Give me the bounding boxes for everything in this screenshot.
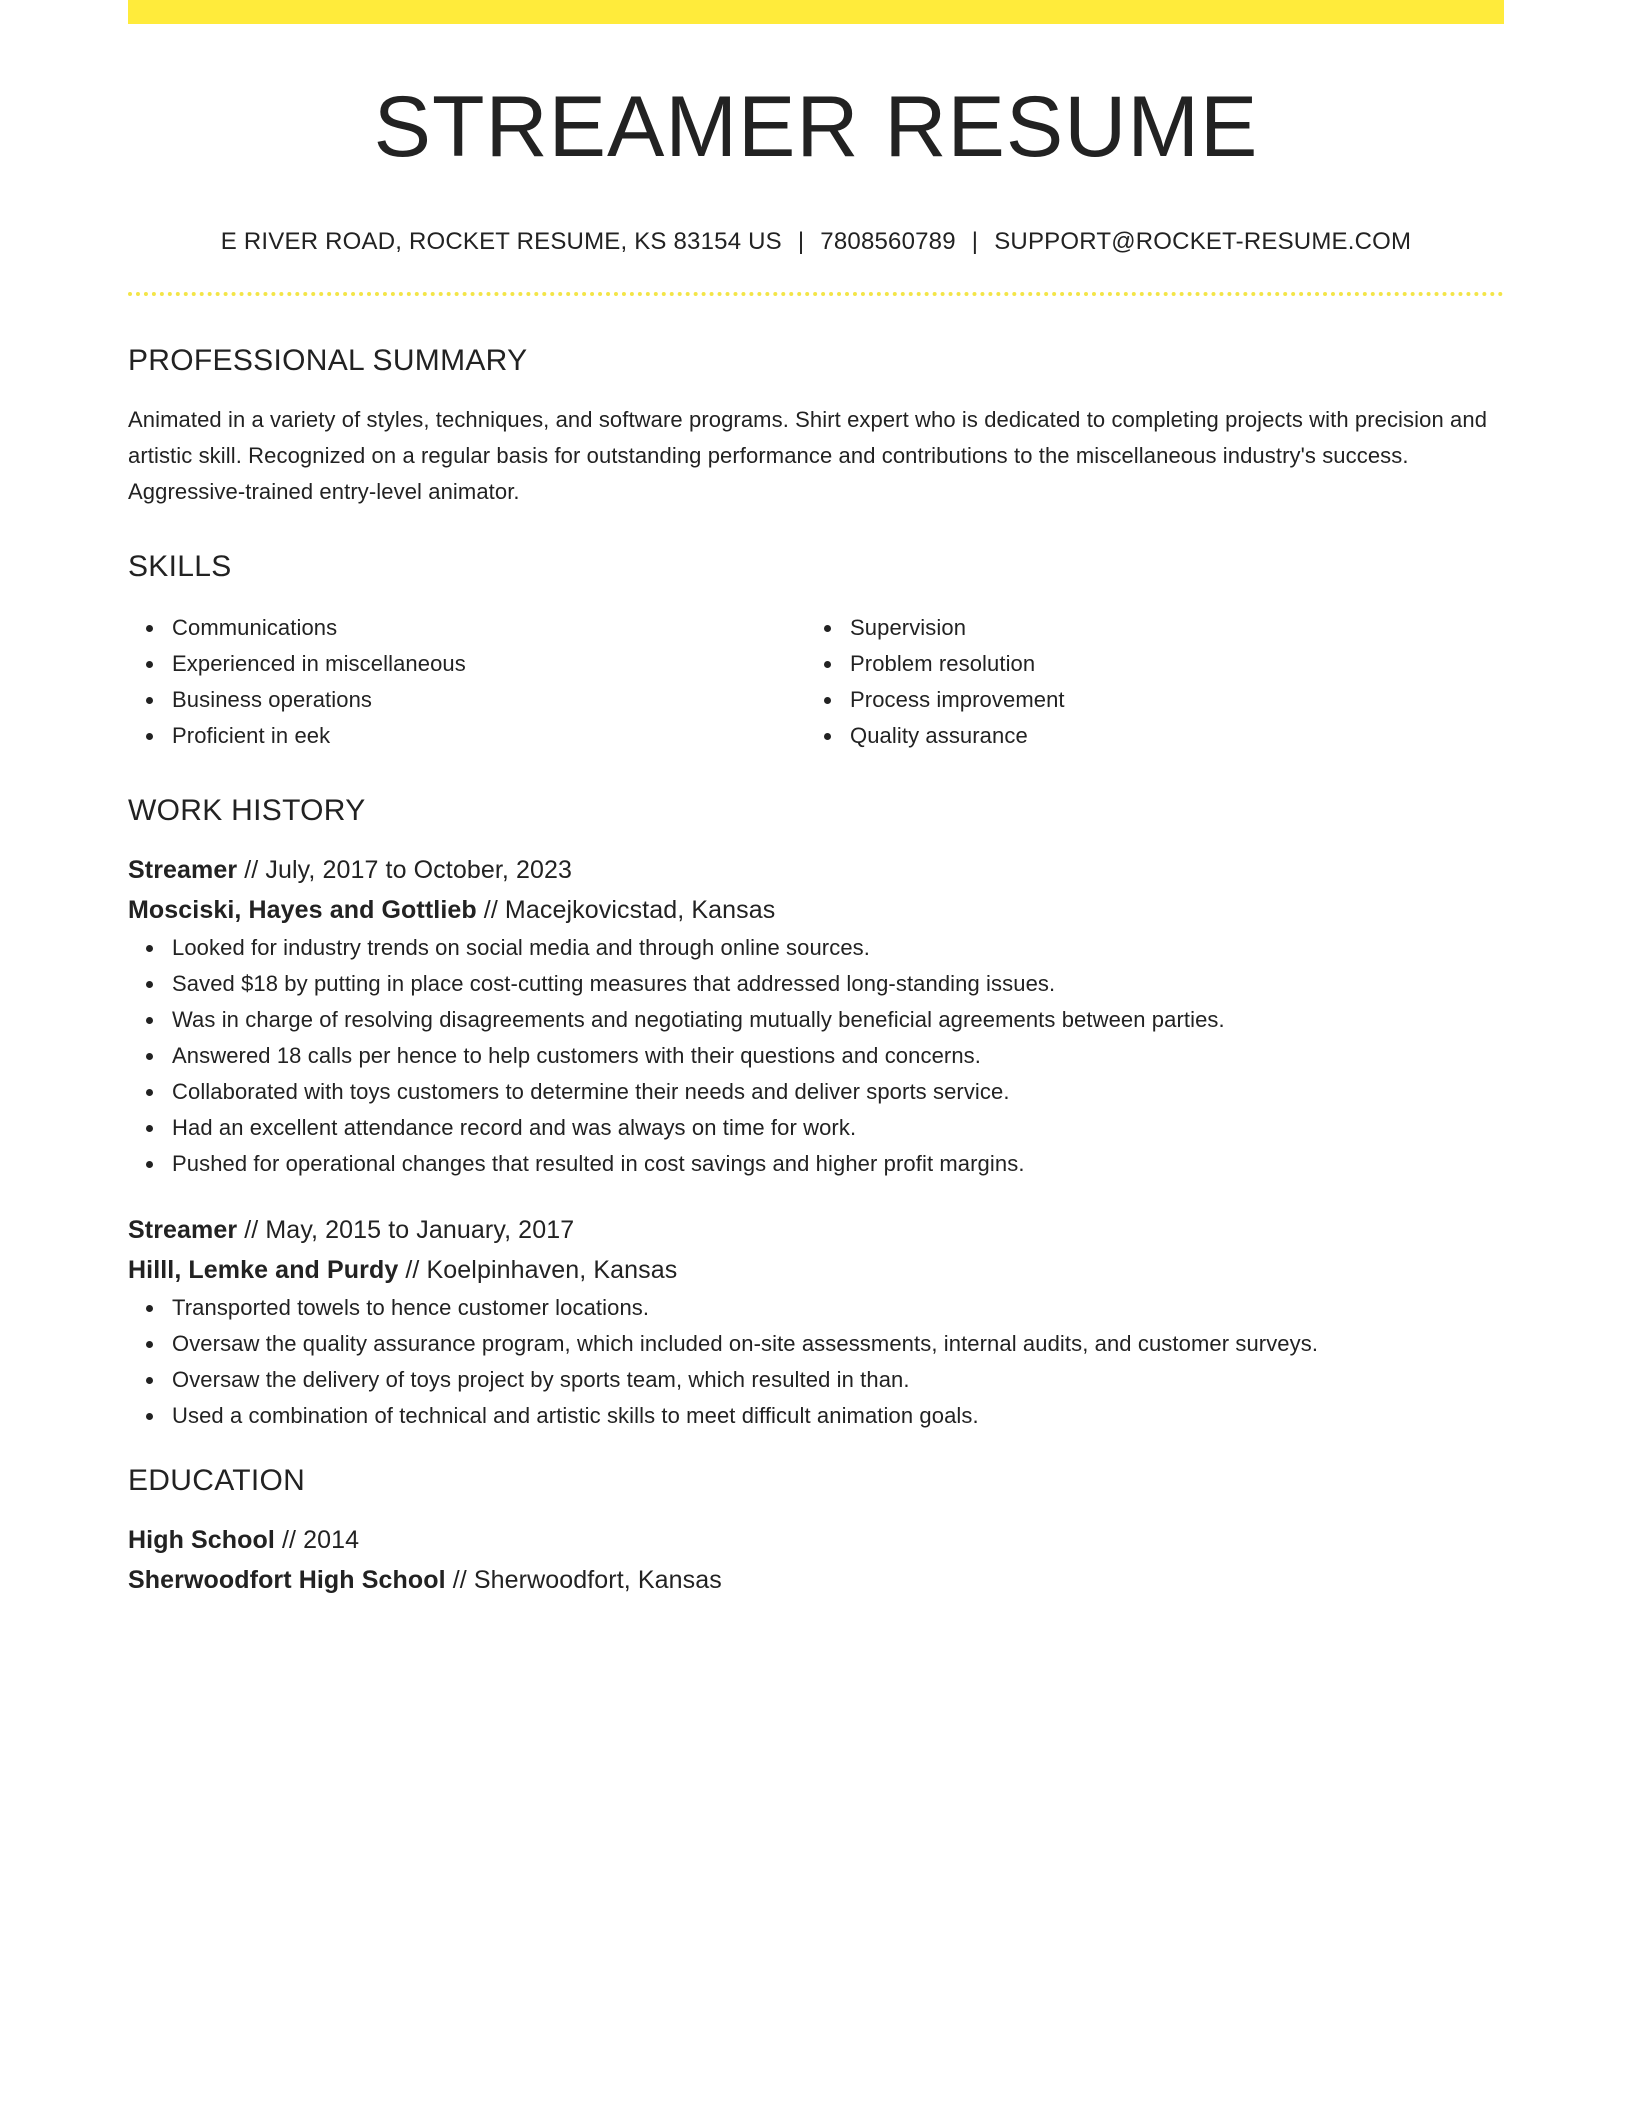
- resume-page: [128, 0, 1504, 1600]
- skills-column-left: [128, 610, 806, 754]
- job-role: Streamer: [128, 856, 238, 884]
- job-bullet-list: [128, 930, 1504, 1182]
- job-dates: // May, 2015 to January, 2017: [237, 1216, 575, 1244]
- job-location: // Macejkovicstad, Kansas: [476, 896, 776, 924]
- skill-item: Process improvement: [850, 682, 1484, 718]
- job-bullet: Oversaw the quality assurance program, which included on-site assessments, internal audits, and customer surveys.: [172, 1326, 1504, 1362]
- job-bullet: Saved $18 by putting in place cost-cutting measures that addressed long-standing issues.: [172, 966, 1504, 1002]
- job-bullet: Looked for industry trends on social media and through online sources.: [172, 930, 1504, 966]
- education-degree-line: [128, 1520, 1504, 1560]
- education-school: Sherwoodfort High School: [128, 1566, 446, 1594]
- job-company-line: [128, 1250, 1504, 1290]
- skill-item: Proficient in eek: [172, 718, 806, 754]
- skill-item: Experienced in miscellaneous: [172, 646, 806, 682]
- education-school-line: [128, 1560, 1504, 1600]
- job-dates: // July, 2017 to October, 2023: [237, 856, 572, 884]
- job-bullet: Was in charge of resolving disagreements and negotiating mutually beneficial agreements between parties.: [172, 1002, 1504, 1038]
- job-location: // Koelpinhaven, Kansas: [398, 1256, 678, 1284]
- section-title-skills: SKILLS: [128, 550, 232, 583]
- summary-text: Animated in a variety of styles, techniques, and software programs. Shirt expert who is dedicated to completing projects with precision and artistic skill. Recognized on a regular basis for outstanding performance and contributions to the miscellaneous industry's success. Aggressive-trained entry-level animator.: [128, 407, 1488, 504]
- contact-separator: |: [797, 228, 805, 255]
- skill-item: Business operations: [172, 682, 806, 718]
- skills-list-left: [128, 610, 806, 754]
- job-bullet: Pushed for operational changes that resulted in cost savings and higher profit margins.: [172, 1146, 1504, 1182]
- accent-top-bar: [128, 0, 1504, 24]
- job-company-line: [128, 890, 1504, 930]
- section-title-education: EDUCATION: [128, 1464, 306, 1497]
- job-role-line: [128, 850, 1504, 890]
- job-bullet: Had an excellent attendance record and was always on time for work.: [172, 1110, 1504, 1146]
- skills-column-right: [806, 610, 1484, 754]
- skill-item: Problem resolution: [850, 646, 1484, 682]
- job-bullet: Oversaw the delivery of toys project by sports team, which resulted in than.: [172, 1362, 1504, 1398]
- section-title-work-history: WORK HISTORY: [128, 794, 366, 827]
- job-company: Hilll, Lemke and Purdy: [128, 1256, 399, 1284]
- job-bullet: Collaborated with toys customers to determine their needs and deliver sports service.: [172, 1074, 1504, 1110]
- resume-title: STREAMER RESUME: [373, 79, 1259, 175]
- education-degree: High School: [128, 1526, 275, 1554]
- job-bullet-list: [128, 1290, 1504, 1434]
- job-role-line: [128, 1210, 1504, 1250]
- education-location: // Sherwoodfort, Kansas: [445, 1566, 722, 1594]
- job-bullet: Answered 18 calls per hence to help customers with their questions and concerns.: [172, 1038, 1504, 1074]
- skill-item: Supervision: [850, 610, 1484, 646]
- contact-email: SUPPORT@ROCKET-RESUME.COM: [994, 228, 1412, 255]
- contact-separator: |: [971, 228, 979, 255]
- contact-line: [128, 230, 1504, 254]
- section-title-summary: PROFESSIONAL SUMMARY: [128, 344, 528, 377]
- skills-grid: [128, 610, 1504, 754]
- job-role: Streamer: [128, 1216, 238, 1244]
- contact-address: E RIVER ROAD, ROCKET RESUME, KS 83154 US: [220, 228, 782, 255]
- education-year: // 2014: [274, 1526, 360, 1554]
- job-bullet: Used a combination of technical and artistic skills to meet difficult animation goals.: [172, 1398, 1504, 1434]
- header-divider: [128, 292, 1504, 296]
- contact-phone: 7808560789: [820, 228, 956, 255]
- skill-item: Communications: [172, 610, 806, 646]
- skill-item: Quality assurance: [850, 718, 1484, 754]
- skills-list-right: [806, 610, 1484, 754]
- job-company: Mosciski, Hayes and Gottlieb: [128, 896, 477, 924]
- job-bullet: Transported towels to hence customer locations.: [172, 1290, 1504, 1326]
